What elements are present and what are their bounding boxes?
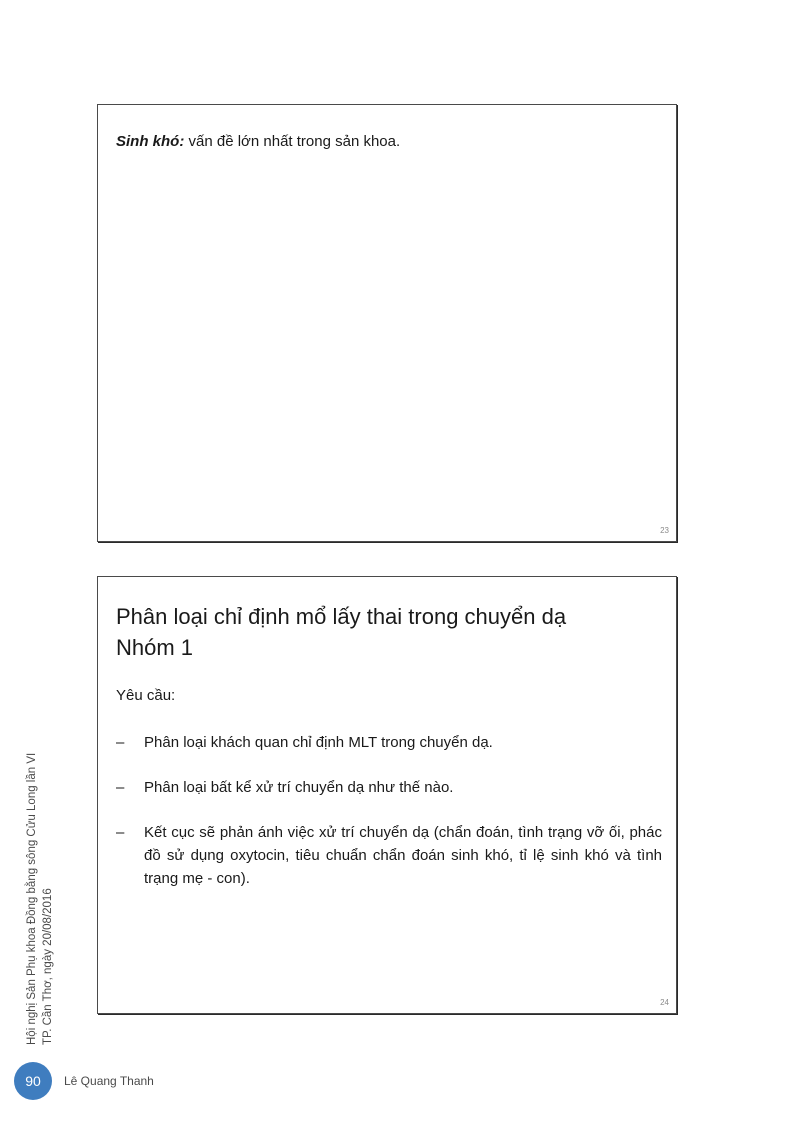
slide-number-24: 24 <box>660 998 669 1007</box>
slide-23-lead: Sinh khó: <box>116 133 185 150</box>
conference-name: Hội nghị Sản Phụ khoa Đồng bằng sông Cửu Long lần VI <box>26 752 38 1045</box>
dash-bullet-icon: – <box>116 779 125 796</box>
list-item <box>116 776 662 799</box>
list-item <box>116 821 662 890</box>
slide-24 <box>97 576 677 1014</box>
conference-side-note <box>24 725 56 1045</box>
slide-24-title-line2: Nhóm 1 <box>116 635 194 660</box>
list-item-text: Phân loại khách quan chỉ định MLT trong chuyển dạ. <box>144 734 493 751</box>
slide-24-bullet-list <box>116 731 662 912</box>
slide-number-23: 23 <box>660 526 669 535</box>
slide-23-text <box>116 133 400 150</box>
slide-24-title <box>116 601 566 663</box>
slide-24-title-line1: Phân loại chỉ định mổ lấy thai trong chuyển dạ <box>116 604 567 629</box>
dash-bullet-icon: – <box>116 734 125 751</box>
list-item <box>116 731 662 754</box>
page-number-badge: 90 <box>14 1062 52 1100</box>
dash-bullet-icon: – <box>116 824 125 841</box>
conference-place-date: TP. Cần Thơ, ngày 20/08/2016 <box>42 888 54 1045</box>
slide-24-intro: Yêu cầu: <box>116 687 176 704</box>
slide-23-body: vấn đề lớn nhất trong sản khoa. <box>184 133 401 150</box>
list-item-text: Kết cục sẽ phản ánh việc xử trí chuyển dạ (chẩn đoán, tình trạng vỡ ối, phác đồ sử dụng oxytocin, tiêu chuẩn chẩn đoán sinh khó, tỉ lệ sinh khó và tình trạng mẹ - con). <box>144 824 662 887</box>
slide-23 <box>97 104 677 542</box>
author-name: Lê Quang Thanh <box>64 1074 154 1088</box>
list-item-text: Phân loại bất kể xử trí chuyển dạ như thế nào. <box>144 779 454 796</box>
